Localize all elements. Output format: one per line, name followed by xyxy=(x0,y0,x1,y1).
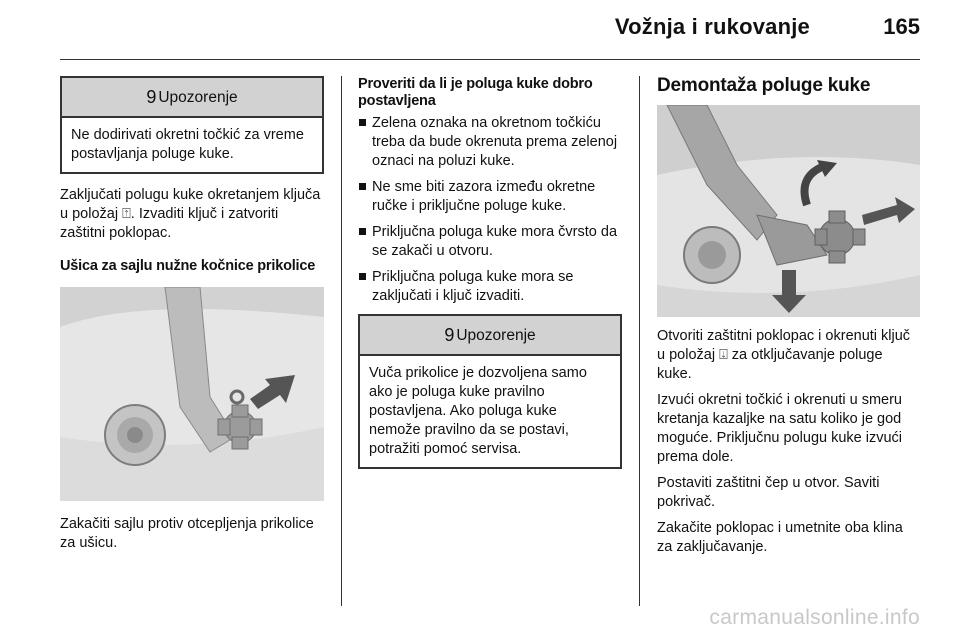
list-item: Ne sme biti zazora između okretne ručke i priključne poluge kuke. xyxy=(358,178,622,216)
warning-icon: 9 xyxy=(146,86,157,107)
warning-title: Upozorenje xyxy=(456,326,536,344)
list-item: Priključna poluga kuke mora se zaključati i ključ izvaditi. xyxy=(358,268,622,306)
warning-text: Ne dodirivati okretni točkić za vreme postavljanja poluge kuke. xyxy=(71,127,304,162)
removal-photo xyxy=(657,105,920,317)
list-item: Priključna poluga kuke mora čvrsto da se zakači u otvoru. xyxy=(358,223,622,261)
warning-icon: 9 xyxy=(444,324,455,345)
middle-column xyxy=(358,76,622,481)
check-list xyxy=(358,114,622,306)
lock-instruction: Zaključati polugu kuke okretanjem ključa u položaj ⍐. Izvaditi ključ i zatvoriti zaštitni poklopac. xyxy=(60,187,321,241)
warning-title: Upozorenje xyxy=(158,88,238,106)
plug-instruction: Postaviti zaštitni čep u otvor. Saviti pokrivač. xyxy=(657,475,880,510)
column-divider-right xyxy=(639,76,640,606)
warning-header xyxy=(62,78,322,118)
pull-instruction: Izvući okretni točkić i okrenuti u smeru kretanja kazaljke na satu koliko je god moguće. Priključnu polugu kuke izvući prema dole. xyxy=(657,392,903,465)
eyelet-subheading: Ušica za sajlu nužne kočnice prikolice xyxy=(60,258,316,274)
left-column xyxy=(60,76,324,564)
unlock-instruction: Otvoriti zaštitni poklopac i okrenuti ključ u položaj ⍗ za otključavanje poluge kuke. xyxy=(657,328,911,382)
warning-header xyxy=(360,316,620,356)
right-column xyxy=(657,76,920,568)
page-header-title: Vožnja i rukovanje xyxy=(614,14,810,39)
header-rule xyxy=(60,59,920,60)
warning-box xyxy=(358,314,622,469)
cover-instruction: Zakačite poklopac i umetnite oba klina za zaključavanje. xyxy=(657,520,903,555)
section-heading: Demontaža poluge kuke xyxy=(657,75,871,96)
column-divider-left xyxy=(341,76,342,606)
warning-text: Vuča prikolice je dozvoljena samo ako je poluga kuke pravilno postavljena. Ako poluga kuke nemože pravilno da se postavi, potražiti pomoć servisa. xyxy=(369,365,587,457)
eyelet-instruction: Zakačiti sajlu protiv otcepljenja prikolice za ušicu. xyxy=(60,516,314,551)
eyelet-photo xyxy=(60,287,324,501)
page-number: 165 xyxy=(883,14,920,39)
warning-box xyxy=(60,76,324,174)
check-subheading: Proveriti da li je poluga kuke dobro postavljena xyxy=(358,76,593,109)
list-item: Zelena oznaka na okretnom točkiću treba da bude okrenuta prema zelenoj oznaci na poluzi kuke. xyxy=(358,114,622,171)
watermark: carmanualsonline.info xyxy=(709,606,920,629)
